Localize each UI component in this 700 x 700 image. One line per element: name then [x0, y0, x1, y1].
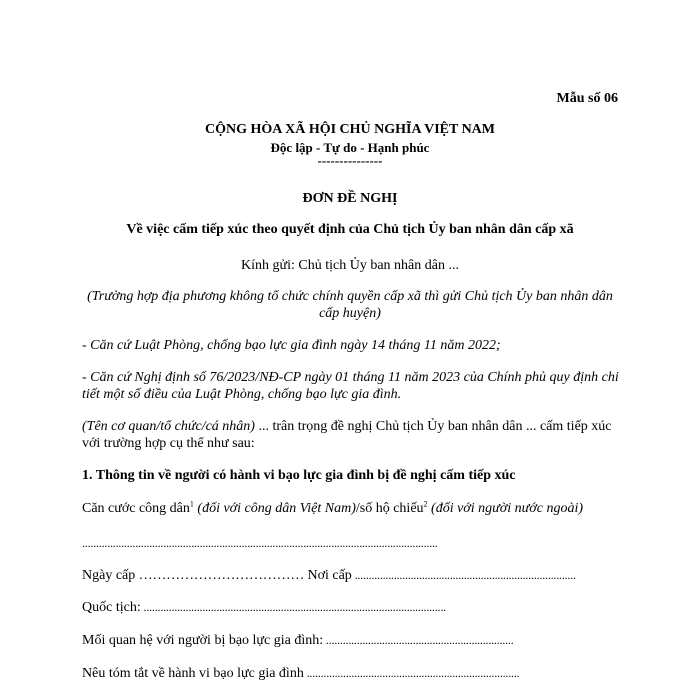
document-title: ĐƠN ĐỀ NGHỊ [302, 191, 398, 206]
id-note-foreigner: (đối với người nước ngoài) [427, 501, 584, 516]
summary-field[interactable]: ............................................................................ [303, 666, 520, 680]
section1-heading: 1. Thông tin về người có hành vi bạo lực gia đình bị đề nghị cấm tiếp xúc [82, 468, 516, 483]
id-number-field[interactable]: ............................................................................................................................... [82, 536, 438, 550]
request-text: ... trân trọng đề nghị Chủ tịch Ủy ban nhân dân ... cấm tiếp xúc [254, 419, 612, 434]
issue-line [82, 567, 576, 584]
addressee-note-line1: (Trường hợp địa phương không tổ chức chính quyền cấp xã thì gửi Chủ tịch Ủy ban nhân dân [87, 289, 613, 304]
id-label: Căn cước công dân [82, 501, 190, 516]
id-note-citizen: (đối với công dân Việt Nam) [193, 501, 356, 516]
relation-line [82, 632, 514, 649]
issue-place-field[interactable]: ............................................................................... [351, 568, 576, 582]
passport-label: /số hộ chiếu [355, 501, 424, 516]
relation-label: Mối quan hệ với người bị bạo lực gia đình: [82, 633, 324, 648]
motto: Độc lập - Tự do - Hạnh phúc [270, 140, 430, 155]
footnote-ref-1: 1 [189, 499, 194, 509]
addressee-note-line2: cấp huyện) [319, 306, 381, 321]
country-header: CỘNG HÒA XÃ HỘI CHỦ NGHĨA VIỆT NAM [204, 122, 495, 137]
document-subject: Về việc cấm tiếp xúc theo quyết định của Chủ tịch Ủy ban nhân dân cấp xã [126, 222, 574, 237]
nationality-field[interactable]: ............................................................................................................ [140, 600, 446, 614]
issue-place-label: Nơi cấp [307, 568, 352, 583]
summary-line [82, 665, 519, 682]
header-separator: --------------- [317, 153, 383, 168]
requester-placeholder: (Tên cơ quan/tổ chức/cá nhân) [82, 419, 255, 434]
nationality-line [82, 599, 446, 616]
addressee: Kính gửi: Chủ tịch Ủy ban nhân dân ... [241, 258, 459, 273]
request-line2: với trường hợp cụ thể như sau: [82, 436, 255, 451]
basis-decree-line2: tiết một số điều của Luật Phòng, chống bạo lực gia đình. [82, 387, 402, 402]
request-line1 [82, 418, 612, 435]
issue-date-field[interactable]: ……………………………… [135, 568, 308, 583]
id-line [82, 500, 583, 517]
relation-field[interactable]: ................................................................... [323, 633, 514, 647]
nationality-label: Quốc tịch: [82, 600, 141, 615]
basis-law: - Căn cứ Luật Phòng, chống bạo lực gia đình ngày 14 tháng 11 năm 2022; [82, 338, 501, 353]
form-number: Mẫu số 06 [556, 91, 618, 106]
issue-date-label: Ngày cấp [82, 568, 136, 583]
summary-label: Nêu tóm tắt về hành vi bạo lực gia đình [82, 666, 304, 681]
footnote-ref-2: 2 [423, 499, 428, 509]
basis-decree-line1: - Căn cứ Nghị định số 76/2023/NĐ-CP ngày 01 tháng 11 năm 2023 của Chính phủ quy định chi [82, 370, 619, 385]
